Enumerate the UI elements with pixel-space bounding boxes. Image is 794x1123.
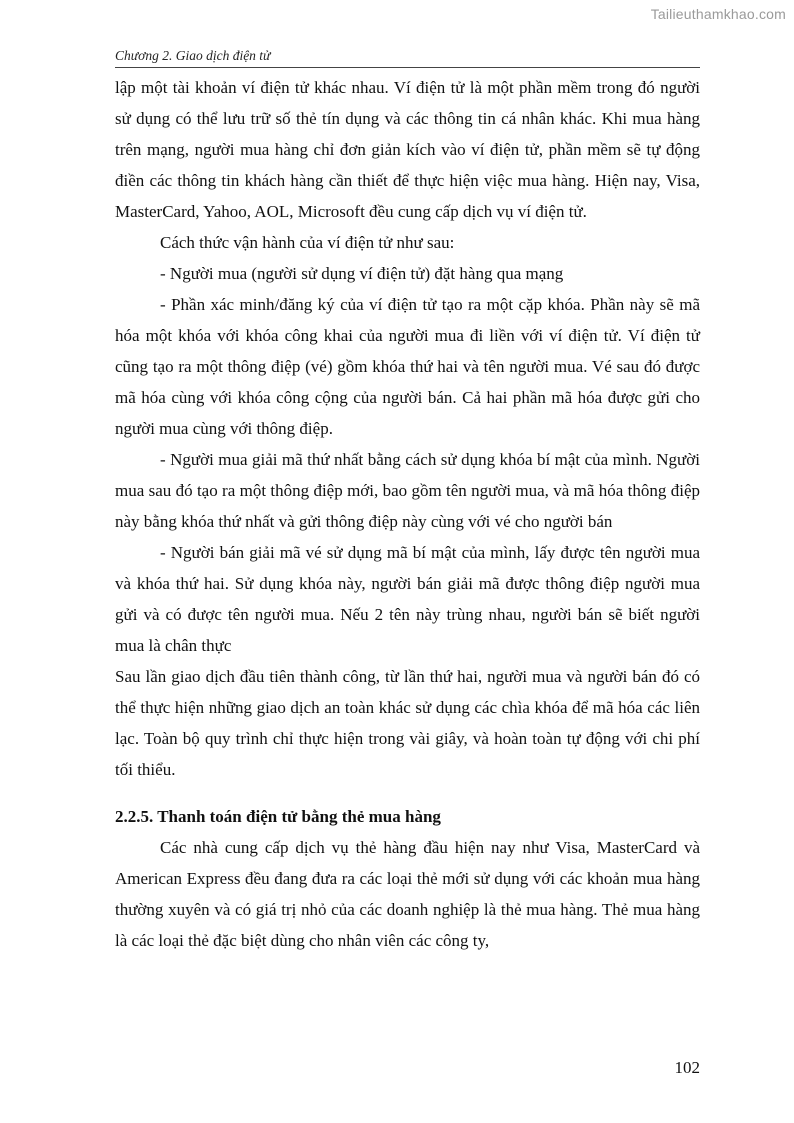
paragraph-operation-intro: Cách thức vận hành của ví điện tử như sau: — [160, 233, 455, 252]
list-item-step-2: - Phần xác minh/đăng ký của ví điện tử tạo ra một cặp khóa. Phần này sẽ mã hóa một khóa với khóa công khai của người mua đi liền với ví điện tử. Ví điện tử cũng tạo ra một thông điệp (vé) gồm khóa thứ hai và tên người mua. Vé sau đó được mã hóa cùng với khóa công cộng của người bán. Cả hai phần mã hóa được gửi cho người mua cùng với thông điệp. — [115, 295, 700, 438]
list-item-step-3: - Người mua giải mã thứ nhất bằng cách sử dụng khóa bí mật của mình. Người mua sau đó tạo ra một thông điệp mới, bao gồm tên người mua, và mã hóa thông điệp này bằng khóa thứ nhất và gửi thông điệp này cùng với vé cho người bán — [115, 450, 700, 531]
page-content — [115, 72, 700, 956]
paragraph-purchase-card: Các nhà cung cấp dịch vụ thẻ hàng đầu hiện nay như Visa, MasterCard và American Express đều đang đưa ra các loại thẻ mới sử dụng với các khoản mua hàng thường xuyên và có giá trị nhỏ của các doanh nghiệp là thẻ mua hàng. Thẻ mua hàng là các loại thẻ đặc biệt dùng cho nhân viên các công ty, — [115, 838, 700, 950]
section-heading: 2.2.5. Thanh toán điện tử bằng thẻ mua hàng — [115, 807, 441, 826]
page-number: 102 — [674, 1058, 700, 1077]
running-head: Chương 2. Giao dịch điện tử — [115, 48, 700, 68]
paragraph-conclusion: Sau lần giao dịch đầu tiên thành công, từ lần thứ hai, người mua và người bán đó có thể thực hiện những giao dịch an toàn khác sử dụng các chìa khóa để mã hóa các liên lạc. Toàn bộ quy trình chỉ thực hiện trong vài giây, và hoàn toàn tự động với chi phí tối thiểu. — [115, 667, 700, 779]
paragraph-wallet-intro: lập một tài khoản ví điện tử khác nhau. Ví điện tử là một phần mềm trong đó người sử dụng có thể lưu trữ số thẻ tín dụng và các thông tin cá nhân khác. Khi mua hàng trên mạng, người mua hàng chỉ đơn giản kích vào ví điện tử, phần mềm sẽ tự động điền các thông tin khách hàng cần thiết để thực hiện việc mua hàng. Hiện nay, Visa, MasterCard, Yahoo, AOL, Microsoft đều cung cấp dịch vụ ví điện tử. — [115, 78, 700, 221]
list-item-step-4: - Người bán giải mã vé sử dụng mã bí mật của mình, lấy được tên người mua và khóa thứ hai. Sử dụng khóa này, người bán giải mã được thông điệp người mua gửi và có được tên người mua. Nếu 2 tên này trùng nhau, người bán sẽ biết người mua là chân thực — [115, 543, 700, 655]
list-item-step-1: - Người mua (người sử dụng ví điện tử) đặt hàng qua mạng — [160, 264, 564, 283]
watermark: Tailieuthamkhao.com — [650, 6, 786, 22]
